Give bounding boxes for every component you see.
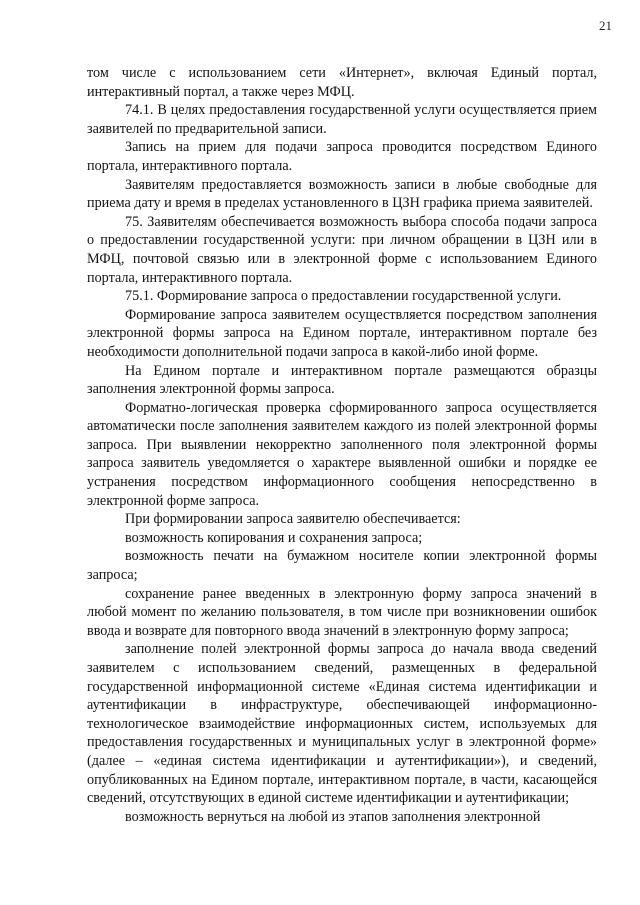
paragraph: При формировании запроса заявителю обеспечивается: [125,511,461,528]
paragraph: возможность печати на бумажном носителе копии электронной формы запроса; [87,548,597,584]
paragraph: Форматно-логическая проверка сформированного запроса осуществляется автоматически после заполнения заявителем каждого из полей электронной формы запроса. При выявлении некорректно заполненного поля электронной формы запроса заявитель уведомляется о характере выявленной ошибки и порядке ее устранения посредством информационного сообщения непосредственно в электронной форме запроса. [87,399,597,509]
paragraph: Формирование запроса заявителем осуществляется посредством заполнения электронной формы запроса на Едином портале, интерактивном портале без необходимости дополнительной подачи запроса в какой-либо иной форме. [87,306,597,360]
paragraph: возможность копирования и сохранения запроса; [125,529,423,546]
paragraph: На Едином портале и интерактивном портале размещаются образцы заполнения электронной формы запроса. [87,362,597,398]
page-number: 21 [599,18,612,33]
paragraph: Запись на прием для подачи запроса проводится посредством Единого портала, интерактивного портала. [87,139,597,174]
paragraph: 74.1. В целях предоставления государственной услуги осуществляется прием заявителей по предварительной записи. [87,102,597,137]
paragraph: том числе с использованием сети «Интернет», включая Единый портал, интерактивный портал, а также через МФЦ. [87,65,597,100]
paragraph: возможность вернуться на любой из этапов заполнения электронной [125,808,541,825]
paragraph: 75.1. Формирование запроса о предоставлении государственной услуги. [125,288,562,305]
document-body [87,64,597,826]
paragraph: заполнение полей электронной формы запроса до начала ввода сведений заявителем с использованием сведений, размещенных в федеральной государственной информационной системе «Единая система идентификации и аутентификации в инфраструктуре, обеспечивающей информационно-технологическое взаимодействие информационных систем, используемых для предоставления государственных и муниципальных услуг в электронной форме» (далее – «единая система идентификации и аутентификации»), и сведений, опубликованных на Едином портале, интерактивном портале, в части, касающейся сведений, отсутствующих в единой системе идентификации и аутентификации; [87,641,597,807]
paragraph: 75. Заявителям обеспечивается возможность выбора способа подачи запроса о предоставлении государственной услуги: при личном обращении в ЦЗН или в МФЦ, почтовой связью или в электронной форме с использованием Единого портала, интерактивного портала. [87,213,597,286]
paragraph: Заявителям предоставляется возможность записи в любые свободные для приема дату и время в пределах установленного в ЦЗН графика приема заявителей. [87,176,597,212]
paragraph: сохранение ранее введенных в электронную форму запроса значений в любой момент по желанию пользователя, в том числе при возникновении ошибок ввода и возврате для повторного ввода значений в электронную форму запроса; [87,585,597,639]
